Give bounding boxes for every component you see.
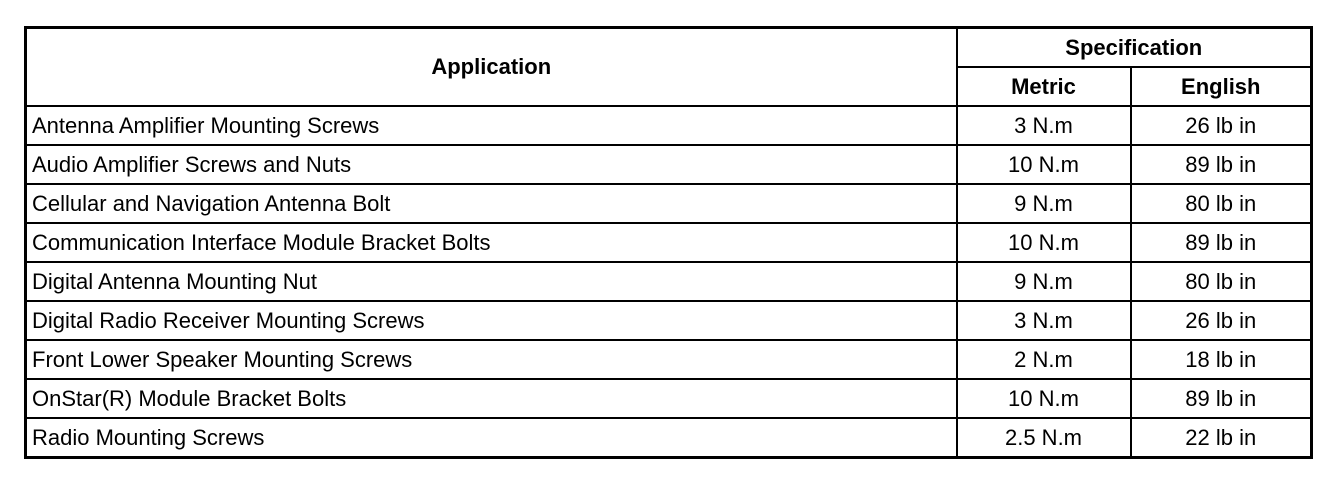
table-row (26, 340, 1312, 379)
english-cell: 80 lb in (1131, 184, 1312, 223)
table-row (26, 379, 1312, 418)
fastener-specification-table (24, 26, 1313, 459)
metric-header: Metric (957, 67, 1131, 106)
application-header: Application (26, 28, 957, 107)
metric-cell: 9 N.m (957, 262, 1131, 301)
english-cell: 22 lb in (1131, 418, 1312, 458)
english-cell: 80 lb in (1131, 262, 1312, 301)
metric-cell: 3 N.m (957, 301, 1131, 340)
metric-cell: 10 N.m (957, 145, 1131, 184)
table-body (26, 106, 1312, 458)
application-cell: Cellular and Navigation Antenna Bolt (26, 184, 957, 223)
metric-cell: 10 N.m (957, 223, 1131, 262)
application-cell: OnStar(R) Module Bracket Bolts (26, 379, 957, 418)
english-cell: 89 lb in (1131, 379, 1312, 418)
application-cell: Audio Amplifier Screws and Nuts (26, 145, 957, 184)
english-cell: 26 lb in (1131, 301, 1312, 340)
table-row (26, 184, 1312, 223)
table-row (26, 106, 1312, 145)
table-row (26, 223, 1312, 262)
table-row (26, 301, 1312, 340)
metric-cell: 2.5 N.m (957, 418, 1131, 458)
header-row-top (26, 28, 1312, 68)
table-row (26, 145, 1312, 184)
application-cell: Digital Radio Receiver Mounting Screws (26, 301, 957, 340)
specification-header: Specification (957, 28, 1312, 68)
english-cell: 18 lb in (1131, 340, 1312, 379)
english-cell: 89 lb in (1131, 223, 1312, 262)
metric-cell: 2 N.m (957, 340, 1131, 379)
application-cell: Antenna Amplifier Mounting Screws (26, 106, 957, 145)
english-cell: 89 lb in (1131, 145, 1312, 184)
application-cell: Radio Mounting Screws (26, 418, 957, 458)
metric-cell: 3 N.m (957, 106, 1131, 145)
metric-cell: 9 N.m (957, 184, 1131, 223)
table-row (26, 418, 1312, 458)
metric-cell: 10 N.m (957, 379, 1131, 418)
english-cell: 26 lb in (1131, 106, 1312, 145)
application-cell: Front Lower Speaker Mounting Screws (26, 340, 957, 379)
table-row (26, 262, 1312, 301)
application-cell: Communication Interface Module Bracket Bolts (26, 223, 957, 262)
application-cell: Digital Antenna Mounting Nut (26, 262, 957, 301)
english-header: English (1131, 67, 1312, 106)
table-header (26, 28, 1312, 107)
